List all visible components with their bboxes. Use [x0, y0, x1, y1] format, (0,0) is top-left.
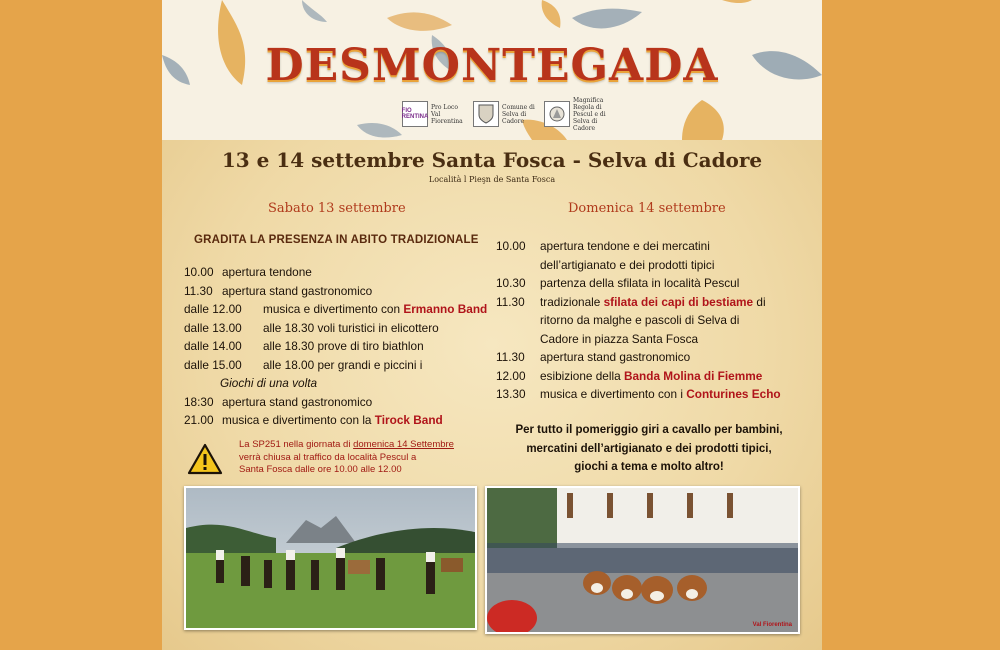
- schedule-row: [184, 356, 494, 375]
- coat-of-arms-icon: [473, 101, 499, 127]
- notice-text: La SP251 nella giornata di: [239, 439, 351, 450]
- schedule-row: [184, 337, 494, 356]
- saturday-title: Sabato 13 settembre: [268, 201, 406, 216]
- schedule-row: [184, 282, 494, 301]
- schedule-row: [496, 348, 806, 367]
- schedule-text: musica e divertimento con la: [222, 413, 372, 427]
- schedule-text: apertura tendone e dei mercatini: [540, 239, 710, 253]
- notice-text: verrà chiusa al traffico da località Pescul a: [239, 451, 417, 463]
- schedule-row: [184, 263, 494, 282]
- afternoon-activities: [496, 421, 802, 477]
- schedule-time: dalle 15.00: [184, 357, 242, 372]
- logo-label: Magnifica Regola di Pescul e di Selva di Cadore: [573, 96, 606, 132]
- road-closure-notice: [239, 439, 479, 477]
- schedule-row: [496, 311, 806, 330]
- schedule-text: ritorno da malghe e pascoli di Selva di: [540, 313, 740, 327]
- schedule-text: apertura stand gastronomico: [222, 283, 373, 298]
- schedule-text: alle 18.30 voli turistici in elicottero: [263, 320, 439, 335]
- schedule-time: 21.00: [184, 413, 214, 427]
- band-name: Conturines Echo: [686, 387, 781, 401]
- schedule-row: [496, 330, 806, 349]
- dress-code-note: GRADITA LA PRESENZA IN ABITO TRADIZIONALE: [194, 234, 479, 246]
- sunday-schedule: [496, 237, 806, 404]
- band-name: Tirock Band: [374, 413, 443, 427]
- schedule-time: 13.30: [496, 387, 526, 401]
- schedule-time: dalle 12.00: [184, 302, 242, 316]
- photo-brand: Val Fiorentina: [752, 622, 792, 628]
- schedule-text: apertura stand gastronomico: [540, 350, 691, 364]
- schedule-time: 10.00: [184, 265, 214, 279]
- schedule-row: [496, 293, 806, 312]
- warning-icon: [187, 443, 223, 475]
- band-name: Ermanno Band: [403, 302, 488, 316]
- schedule-time: 11.30: [496, 350, 525, 364]
- notice-text: Santa Fosca dalle ore 10.00 alle 12.00: [239, 464, 402, 475]
- schedule-row: [184, 393, 494, 412]
- schedule-text: apertura tendone: [222, 265, 312, 279]
- schedule-time: 11.30: [184, 283, 213, 298]
- schedule-text: Cadore in piazza Santa Fosca: [540, 331, 699, 346]
- logo-comune: [473, 101, 536, 127]
- event-dates-heading: 13 e 14 settembre Santa Fosca - Selva di Cadore: [221, 148, 763, 172]
- schedule-time: dalle 13.00: [184, 320, 242, 335]
- parade-highlight: sfilata dei capi di bestiame: [603, 294, 754, 309]
- schedule-row: [496, 385, 806, 404]
- logo-label: Pro Loco Val Fiorentina: [431, 103, 463, 125]
- event-poster: [162, 0, 822, 650]
- schedule-row: [184, 300, 494, 319]
- saturday-schedule: [184, 263, 494, 430]
- schedule-time: 10.30: [496, 276, 526, 290]
- closing-line: giochi a tema e molto altro!: [574, 461, 724, 473]
- schedule-time: 18:30: [184, 394, 214, 409]
- schedule-row: [496, 256, 806, 275]
- schedule-text: alle 18.30 prove di tiro biathlon: [263, 339, 424, 353]
- schedule-row: [184, 374, 494, 393]
- logo-label: Comune di Selva di Cadore: [502, 103, 535, 125]
- schedule-text: esibizione della: [540, 368, 621, 383]
- logo-regola: [544, 97, 607, 132]
- schedule-text: tradizionale: [540, 294, 601, 309]
- schedule-time: 11.30: [496, 294, 525, 309]
- schedule-time: dalle 14.00: [184, 339, 242, 353]
- schedule-time: 12.00: [496, 368, 526, 383]
- schedule-time: [184, 374, 220, 393]
- band-name: Banda Molina di Fiemme: [623, 368, 763, 383]
- sunday-title: Domenica 14 settembre: [568, 201, 726, 216]
- notice-date: domenica 14 Settembre: [353, 439, 454, 450]
- schedule-text: musica e divertimento con: [263, 302, 401, 316]
- poster-title: DESMONTEGADA: [265, 40, 719, 91]
- closing-line: Per tutto il pomeriggio giri a cavallo per bambini,: [515, 424, 783, 436]
- schedule-text: apertura stand gastronomico: [222, 394, 373, 409]
- location-subheading: Località l Pieşn de Santa Fosca: [428, 175, 556, 184]
- sponsor-logos: [401, 96, 606, 132]
- schedule-time: 10.00: [496, 239, 526, 253]
- schedule-text: partenza della sfilata in località Pescul: [540, 276, 740, 290]
- poster-header: [162, 0, 822, 140]
- closing-line: mercatini dell’artigianato e dei prodotti tipici,: [526, 442, 772, 455]
- schedule-row: [496, 237, 806, 256]
- pro-loco-logo-icon: FIO RENTINA: [402, 101, 428, 127]
- logo-pro-loco: [402, 101, 465, 127]
- schedule-text: di: [756, 294, 766, 309]
- regola-emblem-icon: [544, 101, 570, 127]
- photo-meadow-parade: [184, 486, 477, 630]
- schedule-row: [496, 274, 806, 293]
- schedule-text: dell’artigianato e dei prodotti tipici: [540, 257, 715, 272]
- schedule-row: [184, 319, 494, 338]
- schedule-text: Giochi di una volta: [220, 376, 318, 390]
- schedule-row: [184, 411, 494, 430]
- photo-cattle-parade: [485, 486, 800, 634]
- schedule-text: musica e divertimento con i: [540, 387, 683, 401]
- schedule-text: alle 18.00 per grandi e piccini i: [263, 357, 423, 372]
- schedule-row: [496, 367, 806, 386]
